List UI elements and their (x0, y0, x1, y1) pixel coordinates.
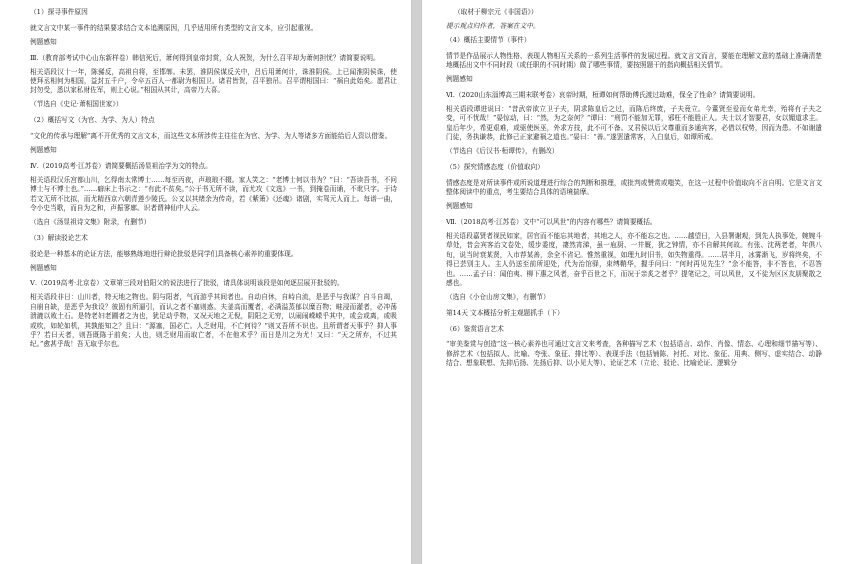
paragraph: Ⅲ.（教育部考试中心山东新样卷）韩信死后，萧何得到皇帝封赏，众人祝贺，为什么召平却为萧何担忧？请简要说明。 (30, 53, 380, 62)
paragraph: 驳论是一种基本的论证方法，能够熟练地进行辩论批驳是同学们具备核心素养的重要体现。 (30, 249, 298, 258)
section-heading: （4）概括主要情节（事件） (446, 36, 531, 44)
section-heading: （3）解读驳论艺术 (30, 233, 88, 242)
section-heading: 例题感知 (446, 75, 473, 84)
section-heading: （5）探究情感态度（价值取向） (446, 163, 544, 172)
paragraph: Ⅳ.（2019高考·江苏卷）请简要概括汤显祖治学为文的特点。 (30, 161, 212, 170)
section-heading: （2）概括写文（为官、为学、为人）特点 (30, 116, 155, 125)
section-heading: 例题感知 (30, 263, 57, 272)
paragraph: 相关语段谭进说曰：“昔武帝欲立卫子夫，阴求陈皇后之过，而陈后终废，子夫竟立。今董贤至爱而女弟尤幸，殆将有子夫之变，可不忧哉！”晏惊动，曰：“然，为之奈何？”谭曰：“刑罚不能加无罪，邪枉不能胜正人。夫士以才智要君，女以媚道求主。皇后年少，希更艰难，或驱使医巫，外求方技，此不可不备。又君侯以后父尊重而多通宾客，必借以权势，因而为患。不如谢遣门徒，务执谦恭，此修己正家避祸之道也。”晏曰：“善。”遂罢遣常客，入白皇后，如谭所戒。 (446, 105, 822, 142)
section-heading: 第14天 文本概括分析主观题抓手（下） (446, 308, 564, 317)
paragraph: （取材于柳宗元《非国语》） (454, 8, 538, 16)
paragraph: 相关语段汉乐宫都山川，乞得南太常博士……每至丙夜，声琅琅不辍。家人笑之：“老博士何以书为？”曰：“吾读吾书，不问博士与不博士也。”……癖床上书示之：“有此不贫矣。”公于书无所不读，而尤攻《文选》一书，到掩卷而诵，不讹只字。于诗若文无所不比拟，而尤精西京六朝青莲少陵氏。公又以其绪余为传奇，若《紫箫》《还魂》诸剧，实驾元人而上。每谱一曲，令小史当歌，而自为之和，声振寥廓。识者谓神仙中人云。 (30, 175, 397, 213)
paragraph: 相关语段非日：山川者，特天地之物也。阴与阳者，气而游乎其间者也。自动自休，自峙自流，是恶乎与我谋？自斗自竭，自崩自缺，是恶乎为我设？彼固有所逼引，而认之者不塞则惑。夫釜高而覆者，必满溢蒸郁以糜百物；畦浸而灌者，必冲荡溃漉以败土石。是特老妇老圃者之为也，犹足动乎物，又况天地之无倪，阴阳之无穷，以闹闹嵘嵘乎其中，或会或离，或吸或吹，如轮如机，其孰能知之？且曰：“源塞，国必亡。人乏财用，不亡何待？”则又吾所不识也。且所谓者天事乎？抑人事乎？若曰天者，则吾既陈于前矣；人也，则乏财用而取亡者，不在他术乎？而日是川之为尤！又曰：“天之所弃，不过其纪。”愈甚乎哉！吾无取乎尔也。 (30, 293, 397, 349)
paragraph: 提示观点归作者，答案在文中。 (446, 22, 540, 30)
section-heading: （选自《汤显祖诗文集》附录，有删节） (30, 218, 151, 227)
paragraph: “审美鉴赏与创造”这一核心素养也可通过文言文来考查，各种描写艺术（包括语言、动作、肖像、情态、心理和细节描写等）、修辞艺术（包括拟人、比喻、夸张、象征、排比等）、表现手法（包括铺陈、衬托、对比、象征、用典、侧写、虚实结合、动静结合、想象联想、先抑后扬、先扬后抑、以小见大等）、论证艺术（立论、驳论、比喻论证、逻辑分 (446, 340, 822, 368)
page-gutter (412, 0, 421, 564)
paragraph: 相关语段汉十一年，陈豨反，高祖自将，至邯郸。未罢，淮阴侯谋反关中，吕后用萧何计，诛淮阴侯。上已闻淮阴侯诛，使使拜丞相何为相国，益封五千户，令卒五百人一都尉为相国卫。诸君皆贺，召平独吊。召平谓相国曰：“祸自此始矣。愿君让封勿受，悉以家私财佐军，则上心说。”相国从其计，高帝乃大喜。 (30, 67, 397, 95)
section-heading: 例题感知 (446, 202, 473, 211)
paragraph: Ⅵ.（2020山东淄博高三期末联考卷）哀帝时期，桓谭如何帮助傅氏渡过劫难，保全了性命？请简要说明。 (446, 91, 760, 99)
section-heading: （1）探寻事件原因 (30, 8, 88, 16)
section-heading: 例题感知 (30, 146, 57, 154)
section-heading: （6）鉴赏语言艺术 (446, 324, 504, 333)
section-heading: （节选自《后汉书·桓谭传》，有删改） (446, 147, 559, 156)
right-page (421, 0, 842, 564)
paragraph: “文化的传承与理解”离不开优秀的文言文本，而这些文本所涉传主往往在为官、为学、为人等诸多方面能给后人资以借鉴。 (30, 132, 392, 140)
section-heading: 例题感知 (30, 37, 57, 46)
paragraph: 相关语段嘉贤者视民如家，居官而不能忘其地者，其地之人，亦不能忘之也。……越望日，入县署谢观，到先人执事处，婉婉斗草处，昔会宾客治文卷处，缓步委度，凄然宵涕，虽一庖厨、一井厩，犹之钟情，亦不自解其何故。有张、沈两老者，年俱八旬，说当时衰某贤，入市荐某善，余全不省记。惟然重视，如理九时旧书，如失物重得。……居半月，冰雾渐飞，岁将终矣，不得已芸别主人。主人仍送至前所迎处，代为治馆驿，束缚鞘华，握手问曰：“何时再见先生？”余不能答，非不答也，不忍答也。……孟子曰：闻伯夷、柳下惠之风者，奋乎百世之下，而况于亲炙之者乎？提笔记之，可以风世，又不徒为区区友朋聚散之感也。 (446, 232, 822, 288)
paragraph: Ⅴ.（2019高考·北京卷）文章第三段对伯阳父的说法进行了批驳，请具体说明该段是如何逐层展开批驳的。 (30, 279, 344, 288)
paragraph: Ⅶ.（2018高考·江苏卷）文中“可以风世”的内容有哪些？请简要概括。 (446, 218, 657, 227)
paragraph: 情节是作品展示人物性格、表现人物相互关系的一系列生活事件的发展过程。就文言文而言，要能在理解文意的基础上准确清楚地概括出文中不同时段（或任职的不同时期）做了哪些事情，要按照题干的指向概括相关情节。 (446, 51, 822, 70)
paragraph: 就文言文中某一事件的结果要求结合文本追溯原因，几乎适用所有类型的文言文本，应引起重视。 (30, 23, 318, 32)
section-heading: （节选自《史记·萧相国世家》） (30, 100, 123, 109)
section-heading: （选自《小仓山房文集》，有删节） (446, 293, 550, 302)
left-page (0, 0, 412, 564)
paragraph: 情感态度是对所读事件或所说道理进行综合的判断和推理，或批判或赞赏或嗤笑，在这一过程中价值取向不言自明。它是文言文整体阅读中的重点，考生要结合具体的语境揣摩。 (446, 178, 822, 197)
